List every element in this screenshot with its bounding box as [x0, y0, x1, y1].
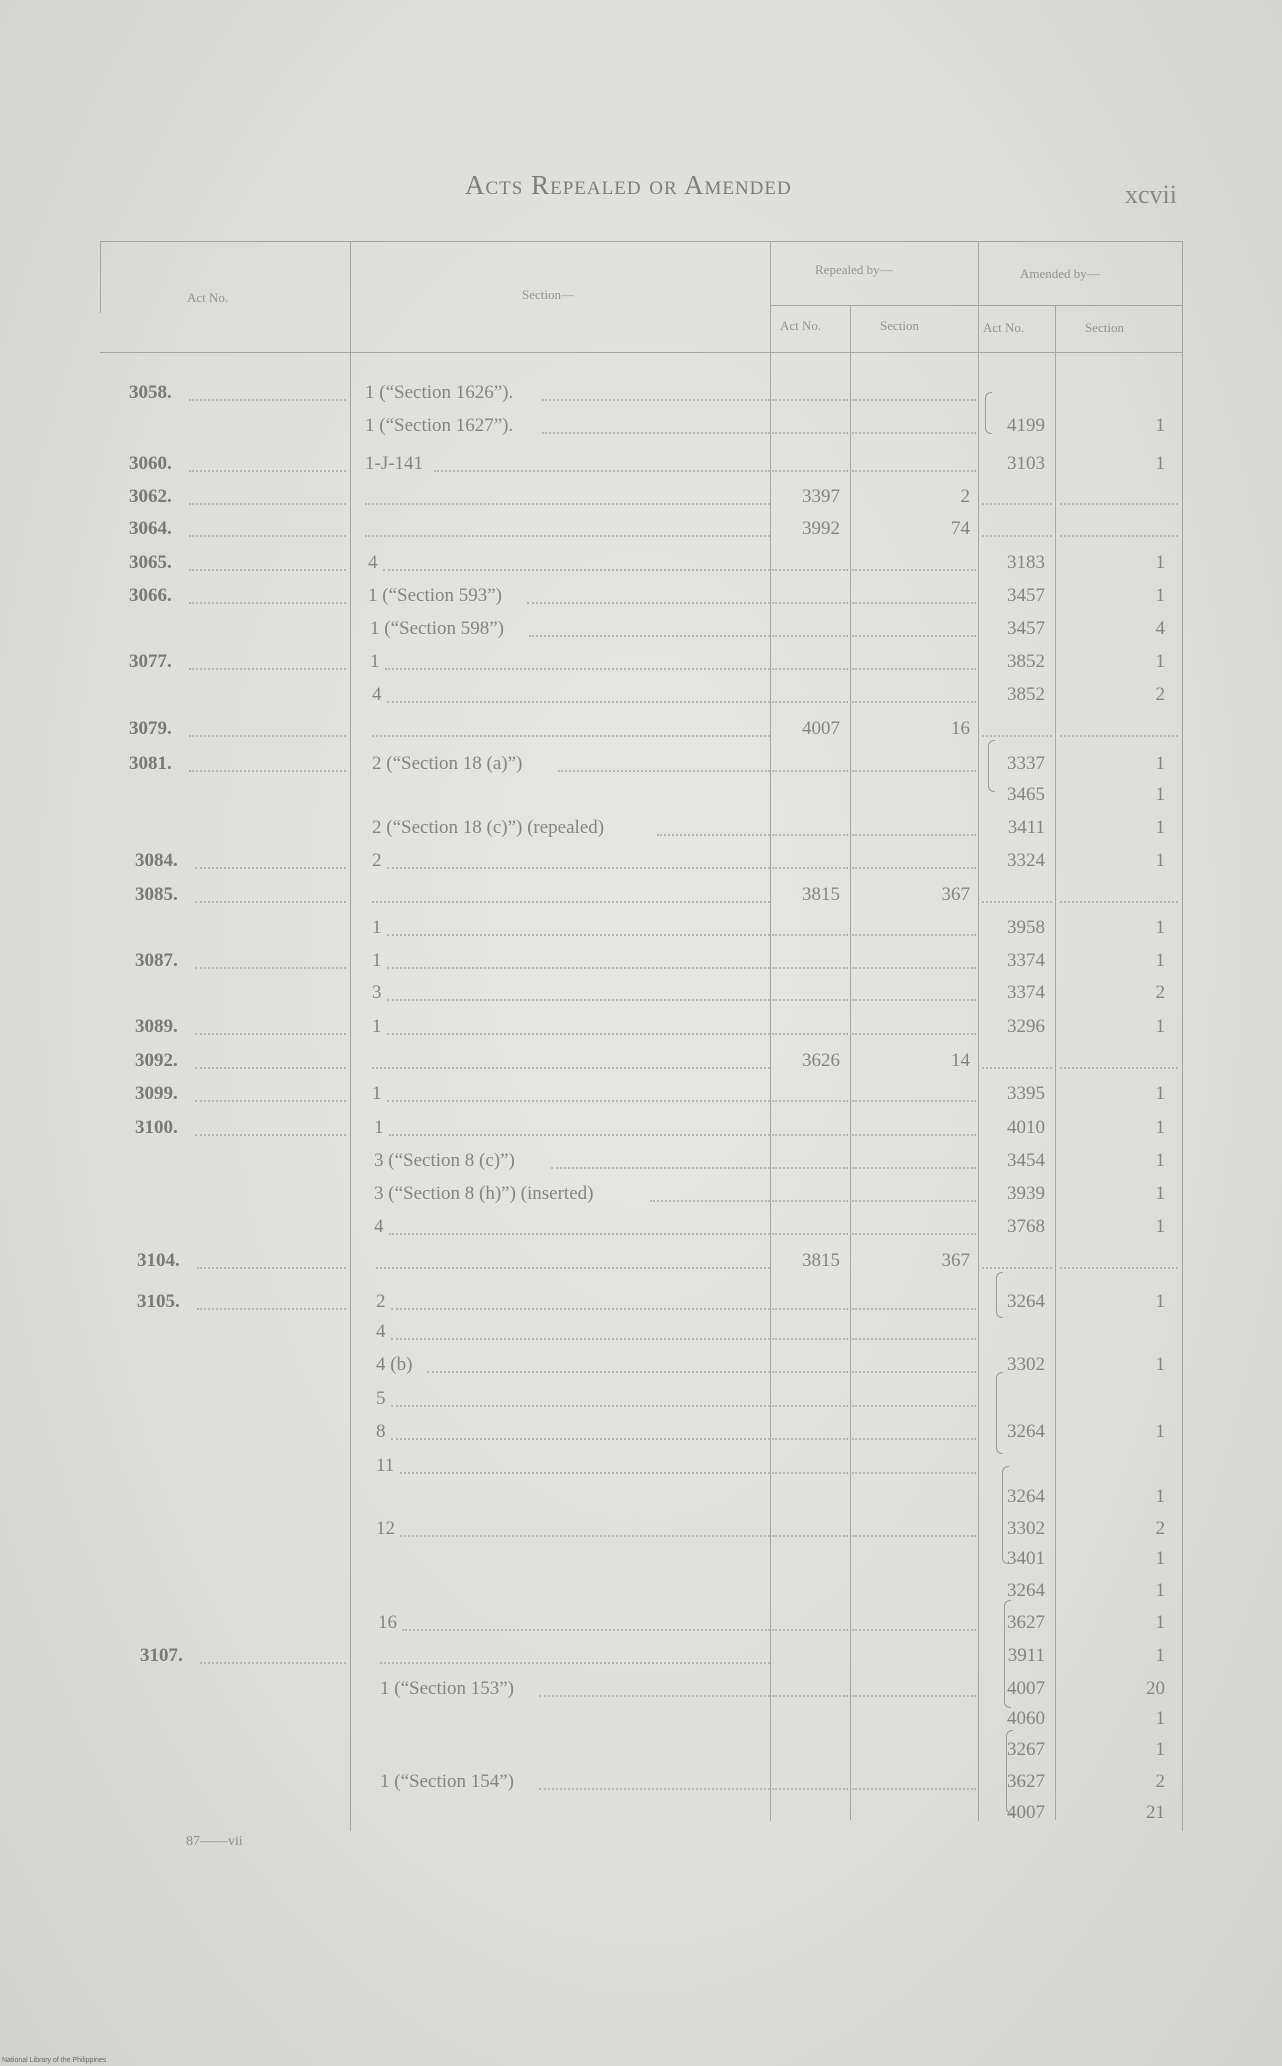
table-left-rule	[100, 241, 101, 313]
act-number: 3065.	[129, 552, 172, 573]
amended-section: 21	[1146, 1802, 1165, 1823]
leader-dots	[852, 967, 976, 969]
section-text: 1	[374, 1117, 384, 1138]
act-number: 3064.	[129, 518, 172, 539]
leader-dots	[558, 770, 770, 772]
repealed-section: 367	[941, 884, 970, 905]
amended-section: 1	[1155, 1216, 1165, 1237]
repealed-section: 367	[941, 1250, 970, 1271]
amended-section: 1	[1155, 1645, 1165, 1666]
leader-dots	[852, 1200, 976, 1202]
leader-dots	[542, 432, 770, 434]
section-text: 3	[372, 982, 382, 1003]
leader-dots	[852, 1134, 976, 1136]
page-number: xcvii	[1125, 180, 1177, 209]
leader-dots	[772, 867, 848, 869]
brace-3105-b	[996, 1372, 1003, 1454]
leader-dots	[539, 1788, 770, 1790]
leader-dots	[852, 569, 976, 571]
leader-dots	[197, 1267, 346, 1269]
amended-act-number: 3302	[1007, 1518, 1045, 1539]
leader-dots	[852, 602, 976, 604]
act-number: 3060.	[129, 453, 172, 474]
amended-section: 1	[1155, 1083, 1165, 1104]
section-text: 1 (“Section 1626”).	[365, 382, 514, 403]
repealed-act-number: 3397	[802, 486, 840, 507]
leader-dots	[772, 432, 848, 434]
leader-dots	[772, 967, 848, 969]
brace-3058	[985, 392, 992, 434]
amended-section: 1	[1155, 817, 1165, 838]
leader-dots	[772, 1438, 848, 1440]
leader-dots	[389, 1134, 770, 1136]
leader-dots	[200, 1662, 346, 1664]
leader-dots	[852, 867, 976, 869]
leader-dots	[551, 1167, 770, 1169]
leader-dots	[772, 834, 848, 836]
section-text: 1	[372, 950, 382, 971]
leader-dots	[982, 901, 1052, 903]
section-text: 16	[378, 1612, 397, 1633]
section-text: 3 (“Section 8 (c)”)	[374, 1150, 515, 1171]
section-text: 1 (“Section 153”)	[380, 1678, 515, 1699]
amended-act-number: 3627	[1007, 1771, 1045, 1792]
leader-dots	[772, 602, 848, 604]
leader-dots	[852, 432, 976, 434]
leader-dots	[852, 834, 976, 836]
amended-act-number: 3337	[1007, 753, 1045, 774]
leader-dots	[385, 668, 770, 670]
amended-section: 1	[1155, 1486, 1165, 1507]
leader-dots	[982, 535, 1052, 537]
amended-section: 1	[1155, 1183, 1165, 1204]
col-header-repealed-by: Repealed by—	[815, 262, 893, 277]
leader-dots	[189, 503, 346, 505]
section-text: 1	[370, 651, 380, 672]
leader-dots	[772, 470, 848, 472]
amended-section: 1	[1155, 1291, 1165, 1312]
repealed-section: 14	[951, 1050, 970, 1071]
brace-3107-a	[1004, 1600, 1011, 1708]
leader-dots	[982, 735, 1052, 737]
leader-dots	[391, 1338, 770, 1340]
col-header-amended-act-no: Act No.	[983, 320, 1025, 335]
leader-dots	[852, 1535, 976, 1537]
brace-3105-a	[996, 1272, 1003, 1318]
section-text: 1	[372, 1083, 382, 1104]
leader-dots	[852, 1338, 976, 1340]
amended-act-number: 4010	[1007, 1117, 1045, 1138]
section-text: 12	[376, 1518, 395, 1539]
leader-dots	[852, 1033, 976, 1035]
leader-dots	[772, 701, 848, 703]
leader-dots	[380, 1662, 770, 1664]
leader-dots	[195, 867, 346, 869]
amended-section: 1	[1155, 1421, 1165, 1442]
leader-dots	[650, 1200, 770, 1202]
leader-dots	[542, 399, 770, 401]
leader-dots	[852, 1371, 976, 1373]
leader-dots	[852, 770, 976, 772]
amended-section: 1	[1155, 651, 1165, 672]
act-number: 3100.	[135, 1117, 178, 1138]
leader-dots	[365, 503, 770, 505]
repealed-act-number: 3815	[802, 1250, 840, 1271]
leader-dots	[400, 1535, 770, 1537]
amended-act-number: 3768	[1007, 1216, 1045, 1237]
leader-dots	[387, 1033, 770, 1035]
leader-dots	[527, 602, 770, 604]
amended-section: 1	[1155, 753, 1165, 774]
amended-section: 2	[1155, 1518, 1165, 1539]
leader-dots	[852, 1167, 976, 1169]
leader-dots	[852, 470, 976, 472]
leader-dots	[852, 635, 976, 637]
leader-dots	[772, 1233, 848, 1235]
col-rule-amended-sub	[1055, 305, 1056, 1820]
leader-dots	[389, 1233, 770, 1235]
leader-dots	[982, 1267, 1052, 1269]
amended-section: 2	[1155, 1771, 1165, 1792]
amended-act-number: 4060	[1007, 1708, 1045, 1729]
col-header-amended-section: Section	[1085, 320, 1124, 335]
col-rule-section	[350, 241, 351, 1831]
amended-section: 1	[1155, 1580, 1165, 1601]
brace-3107-b	[1006, 1730, 1013, 1814]
act-number: 3084.	[135, 850, 178, 871]
amended-act-number: 3457	[1007, 585, 1045, 606]
leader-dots	[1060, 503, 1178, 505]
leader-dots	[195, 1033, 346, 1035]
leader-dots	[391, 1438, 770, 1440]
act-number: 3087.	[135, 950, 178, 971]
amended-section: 1	[1155, 415, 1165, 436]
amended-act-number: 3401	[1007, 1548, 1045, 1569]
repealed-section: 2	[960, 486, 970, 507]
leader-dots	[195, 1100, 346, 1102]
leader-dots	[189, 569, 346, 571]
leader-dots	[852, 1695, 976, 1697]
act-number: 3058.	[129, 382, 172, 403]
leader-dots	[772, 1338, 848, 1340]
act-number: 3081.	[129, 753, 172, 774]
amended-act-number: 3374	[1007, 982, 1045, 1003]
repealed-act-number: 4007	[802, 718, 840, 739]
leader-dots	[852, 999, 976, 1001]
amended-act-number: 3267	[1007, 1739, 1045, 1760]
section-text: 3 (“Section 8 (h)”) (inserted)	[374, 1183, 594, 1204]
section-text: 1 (“Section 593”)	[368, 585, 503, 606]
section-text: 1 (“Section 1627”).	[365, 415, 514, 436]
leader-dots	[1060, 735, 1178, 737]
leader-dots	[1060, 535, 1178, 537]
amended-section: 1	[1155, 1354, 1165, 1375]
leader-dots	[772, 1405, 848, 1407]
section-text: 8	[376, 1421, 386, 1442]
table-right-rule	[1182, 241, 1183, 1831]
amended-act-number: 4007	[1007, 1678, 1045, 1699]
amended-act-number: 3264	[1007, 1486, 1045, 1507]
leader-dots	[189, 770, 346, 772]
leader-dots	[852, 1405, 976, 1407]
leader-dots	[772, 635, 848, 637]
amended-act-number: 3939	[1007, 1183, 1045, 1204]
amended-section: 1	[1155, 1739, 1165, 1760]
leader-dots	[391, 1308, 770, 1310]
amended-act-number: 3324	[1007, 850, 1045, 871]
amended-act-number: 3264	[1007, 1580, 1045, 1601]
amended-act-number: 3454	[1007, 1150, 1045, 1171]
amended-section: 1	[1155, 453, 1165, 474]
amended-section: 4	[1155, 618, 1165, 639]
amended-act-number: 3103	[1007, 453, 1045, 474]
amended-act-number: 3411	[1007, 817, 1045, 838]
leader-dots	[772, 1134, 848, 1136]
header-bottom-rule	[100, 352, 1182, 353]
leader-dots	[391, 1405, 770, 1407]
col-header-repealed-act-no: Act No.	[780, 318, 822, 333]
amended-act-number: 3465	[1007, 784, 1045, 805]
amended-act-number: 3852	[1007, 684, 1045, 705]
amended-act-number: 3183	[1007, 552, 1045, 573]
leader-dots	[1060, 1067, 1178, 1069]
amended-act-number: 3911	[1007, 1645, 1045, 1666]
amended-section: 2	[1155, 982, 1165, 1003]
amended-act-number: 3457	[1007, 618, 1045, 639]
amended-section: 2	[1155, 684, 1165, 705]
leader-dots	[772, 1788, 848, 1790]
repealed-section: 16	[951, 718, 970, 739]
leader-dots	[189, 470, 346, 472]
amended-section: 1	[1155, 950, 1165, 971]
leader-dots	[195, 1134, 346, 1136]
act-number: 3066.	[129, 585, 172, 606]
repealed-section: 74	[951, 518, 970, 539]
leader-dots	[402, 1629, 770, 1631]
section-text: 4	[372, 684, 382, 705]
amended-act-number: 3395	[1007, 1083, 1045, 1104]
act-number: 3062.	[129, 486, 172, 507]
amended-section: 1	[1155, 1708, 1165, 1729]
leader-dots	[427, 1371, 770, 1373]
leader-dots	[772, 1167, 848, 1169]
leader-dots	[772, 1308, 848, 1310]
leader-dots	[772, 1535, 848, 1537]
repealed-act-number: 3992	[802, 518, 840, 539]
leader-dots	[772, 770, 848, 772]
section-text: 2 (“Section 18 (a)”)	[372, 753, 523, 774]
leader-dots	[189, 535, 346, 537]
leader-dots	[982, 503, 1052, 505]
page-signature: 87——vii	[186, 1834, 243, 1849]
section-text: 5	[376, 1388, 386, 1409]
amended-section: 1	[1155, 784, 1165, 805]
amended-act-number: 3958	[1007, 917, 1045, 938]
leader-dots	[772, 1100, 848, 1102]
leader-dots	[657, 834, 770, 836]
leader-dots	[189, 602, 346, 604]
col-rule-repealed-sub	[850, 305, 851, 1820]
amended-section: 1	[1155, 850, 1165, 871]
col-header-act-no: Act No.	[187, 290, 229, 305]
section-text: 1	[372, 1016, 382, 1037]
leader-dots	[387, 967, 770, 969]
leader-dots	[387, 1100, 770, 1102]
leader-dots	[387, 934, 770, 936]
amended-act-number: 3374	[1007, 950, 1045, 971]
section-text: 2	[376, 1291, 386, 1312]
leader-dots	[852, 1472, 976, 1474]
amended-act-number: 3264	[1007, 1421, 1045, 1442]
leader-dots	[772, 1200, 848, 1202]
amended-act-number: 4199	[1007, 415, 1045, 436]
leader-dots	[852, 1788, 976, 1790]
leader-dots	[852, 399, 976, 401]
amended-section: 1	[1155, 1150, 1165, 1171]
leader-dots	[852, 1308, 976, 1310]
leader-dots	[372, 1067, 770, 1069]
act-number: 3089.	[135, 1016, 178, 1037]
leader-dots	[189, 668, 346, 670]
section-text: 4	[376, 1321, 386, 1342]
amended-section: 1	[1155, 1117, 1165, 1138]
act-number: 3105.	[137, 1291, 180, 1312]
leader-dots	[529, 635, 770, 637]
leader-dots	[387, 867, 770, 869]
leader-dots	[772, 934, 848, 936]
amended-section: 1	[1155, 1612, 1165, 1633]
amended-act-number: 3296	[1007, 1016, 1045, 1037]
leader-dots	[852, 1438, 976, 1440]
amended-section: 1	[1155, 552, 1165, 573]
leader-dots	[772, 1629, 848, 1631]
leader-dots	[772, 1695, 848, 1697]
brace-3105-c	[1002, 1466, 1009, 1564]
leader-dots	[852, 1629, 976, 1631]
leader-dots	[387, 999, 770, 1001]
amended-act-number: 4007	[1007, 1802, 1045, 1823]
leader-dots	[539, 1695, 770, 1697]
leader-dots	[852, 1100, 976, 1102]
act-number: 3085.	[135, 884, 178, 905]
col-header-repealed-section: Section	[880, 318, 919, 333]
leader-dots	[189, 735, 346, 737]
leader-dots	[383, 569, 770, 571]
leader-dots	[852, 934, 976, 936]
leader-dots	[772, 668, 848, 670]
act-number: 3099.	[135, 1083, 178, 1104]
leader-dots	[1060, 901, 1178, 903]
leader-dots	[197, 1308, 346, 1310]
leader-dots	[400, 1472, 770, 1474]
leader-dots	[852, 668, 976, 670]
leader-dots	[195, 901, 346, 903]
leader-dots	[365, 535, 770, 537]
col-rule-repealed	[770, 241, 771, 1821]
leader-dots	[376, 1267, 770, 1269]
repealed-act-number: 3815	[802, 884, 840, 905]
leader-dots	[195, 1067, 346, 1069]
amended-section: 1	[1155, 1016, 1165, 1037]
amended-act-number: 3852	[1007, 651, 1045, 672]
act-number: 3077.	[129, 651, 172, 672]
section-text: 1-J-141	[365, 453, 424, 474]
act-number: 3079.	[129, 718, 172, 739]
leader-dots	[372, 735, 770, 737]
section-text: 1 (“Section 154”)	[380, 1771, 515, 1792]
leader-dots	[1060, 1267, 1178, 1269]
leader-dots	[195, 967, 346, 969]
section-text: 1	[372, 917, 382, 938]
amended-act-number: 3627	[1007, 1612, 1045, 1633]
section-text: 11	[376, 1455, 395, 1476]
col-header-section: Section—	[522, 287, 574, 302]
repealed-act-number: 3626	[802, 1050, 840, 1071]
act-number: 3092.	[135, 1050, 178, 1071]
act-number: 3104.	[137, 1250, 180, 1271]
section-text: 4	[374, 1216, 384, 1237]
amended-section: 1	[1155, 917, 1165, 938]
leader-dots	[434, 470, 770, 472]
leader-dots	[852, 701, 976, 703]
leader-dots	[772, 999, 848, 1001]
act-number: 3107.	[140, 1645, 183, 1666]
subheader-rule	[770, 305, 1182, 306]
leader-dots	[772, 1033, 848, 1035]
leader-dots	[772, 399, 848, 401]
section-text: 1 (“Section 598”)	[370, 618, 505, 639]
section-text: 4 (b)	[376, 1354, 413, 1375]
library-credit: National Library of the Philippines	[2, 2057, 107, 2064]
leader-dots	[387, 701, 770, 703]
section-text: 4	[368, 552, 378, 573]
section-text: 2	[372, 850, 382, 871]
leader-dots	[852, 1233, 976, 1235]
leader-dots	[772, 1371, 848, 1373]
amended-section: 1	[1155, 585, 1165, 606]
brace-3081	[988, 740, 995, 792]
col-rule-amended	[978, 241, 979, 1821]
section-text: 2 (“Section 18 (c)”) (repealed)	[372, 817, 605, 838]
col-header-amended-by: Amended by—	[1020, 266, 1100, 281]
leader-dots	[982, 1067, 1052, 1069]
amended-act-number: 3302	[1007, 1354, 1045, 1375]
leader-dots	[772, 569, 848, 571]
page-title: Acts Repealed or Amended	[465, 170, 792, 200]
amended-act-number: 3264	[1007, 1291, 1045, 1312]
leader-dots	[372, 901, 770, 903]
table-top-rule	[100, 241, 1182, 242]
leader-dots	[189, 399, 346, 401]
amended-section: 1	[1155, 1548, 1165, 1569]
amended-section: 20	[1146, 1678, 1165, 1699]
leader-dots	[772, 1472, 848, 1474]
